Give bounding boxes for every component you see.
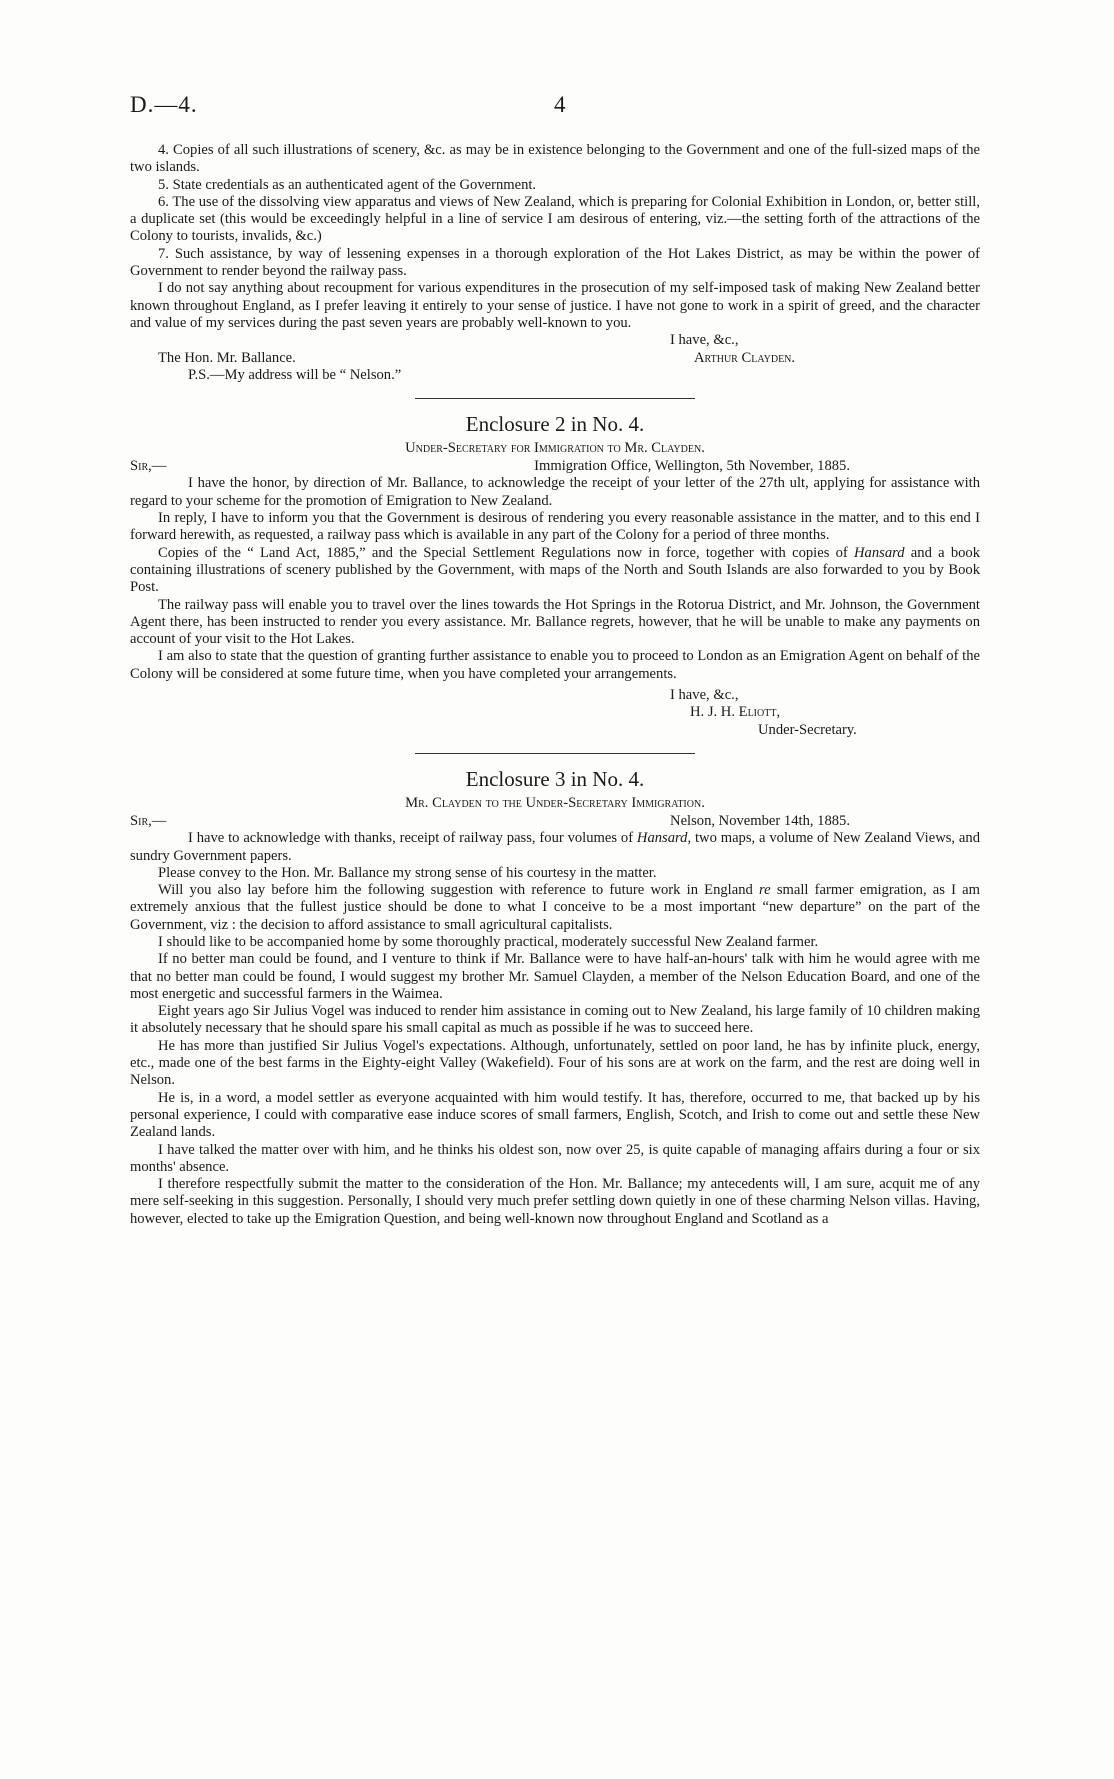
enclosure-2: [130, 411, 980, 739]
signature: H. J. H. Eliott,: [690, 704, 781, 721]
paragraph: I have talked the matter over with him, and he thinks his oldest son, now over 25, is quite capable of managing affairs during a four or six months' absence.: [130, 1141, 980, 1175]
paragraph: I therefore respectfully submit the matter to the consideration of the Hon. Mr. Ballance; my antecedents will, I am sure, acquit me of any mere self-seeking in this suggestion. Personally, I should very much prefer settling down quietly in one of these charming Nelson villas. Having, however, elected to take up the Emigration Question, and being well-known now throughout England and Scotland as a: [130, 1176, 980, 1227]
enclosure-subtitle: Under-Secretary for Immigration to Mr. Clayden.: [405, 440, 705, 457]
paragraph: [130, 882, 980, 934]
paragraph: He is, in a word, a model settler as everyone acquainted with him would testify. It has, therefore, occurred to me, that backed up by his personal experience, I could with comparative ease induce scores of small farmers, English, Scotch, and Irish to come out and settle these New Zealand lands.: [130, 1089, 980, 1141]
text-run: Will you also lay before him the following suggestion with reference to future work in England: [158, 882, 760, 899]
document-body: [130, 142, 980, 1228]
page-number: 4: [554, 92, 566, 117]
closing: I have, &c.,: [670, 332, 739, 349]
enclosure-3: [130, 766, 980, 1228]
paragraph: I should like to be accompanied home by some thoroughly practical, moderately successful New Zealand farmer.: [158, 933, 819, 950]
paragraph: 5. State credentials as an authenticated agent of the Government.: [158, 176, 537, 193]
text-run: Copies of the “ Land Act, 1885,” and the Special Settlement Regulations now in force, together with copies of: [158, 544, 855, 561]
paragraph: He has more than justified Sir Julius Vogel's expectations. Although, unfortunately, settled on poor land, he has by infinite pluck, energy, etc., made one of the best farms in the Eighty-eight Valley (Wakefield). Four of his sons are at work on the farm, and the rest are doing well in Nelson.: [130, 1037, 980, 1089]
italic-run: Hansard: [854, 544, 905, 561]
letter-continuation: [130, 142, 980, 384]
signature-title: Under-Secretary.: [758, 721, 857, 738]
paragraph: I do not say anything about recoupment for various expenditures in the prosecution of my self-imposed task of making New Zealand better known throughout England, as I prefer leaving it entirely to your sense of justice. I have not gone to work in a spirit of greed, and the character and value of my services during the past seven years are probably well-known to you.: [130, 280, 980, 331]
salutation: Sir,—: [130, 458, 167, 475]
section-divider: [415, 398, 695, 399]
paragraph: [130, 545, 980, 597]
addressee: The Hon. Mr. Ballance.: [158, 349, 296, 366]
enclosure-title: Enclosure 2 in No. 4.: [465, 412, 645, 437]
paragraph: 6. The use of the dissolving view apparatus and views of New Zealand, which is preparing for Colonial Exhibition in London, or, better still, a duplicate set (this would be exceedingly helpful in a line of service I am desirous of entering, viz.—the setting forth of the attractions of the Colony to tourists, invalids, &c.): [130, 193, 980, 245]
document-reference: D.—4.: [130, 92, 198, 117]
paragraph: In reply, I have to inform you that the Government is desirous of rendering you every reasonable assistance in the matter, and to this end I forward herewith, as requested, a railway pass which is available in any part of the Colony for a period of three months.: [130, 510, 980, 544]
paragraph: 4. Copies of all such illustrations of scenery, &c. as may be in existence belonging to the Government and one of the full-sized maps of the two islands.: [130, 142, 980, 176]
enclosure-title: Enclosure 3 in No. 4.: [465, 766, 645, 791]
paragraph: The railway pass will enable you to travel over the lines towards the Hot Springs in the Rotorua District, and Mr. Johnson, the Government Agent there, has been instructed to render you every assistance. Mr. Ballance regrets, however, that he will be unable to make any payments on account of your visit to the Hot Lakes.: [130, 596, 980, 648]
salutation-row: [130, 458, 980, 475]
dateline: Nelson, November 14th, 1885.: [670, 812, 850, 829]
section-divider: [415, 753, 695, 754]
signature: Arthur Clayden.: [694, 349, 796, 366]
page-header: [130, 92, 984, 124]
salutation-row: [130, 813, 980, 830]
paragraph: Please convey to the Hon. Mr. Ballance my strong sense of his courtesy in the matter.: [158, 864, 657, 881]
salutation: Sir,—: [130, 812, 167, 829]
enclosure-subtitle: Mr. Clayden to the Under-Secretary Immigration.: [405, 794, 705, 811]
text-run: and a book containing illustrations of scenery published by the Government, with maps of the North and South Islands are also forwarded to you by Book Post.: [130, 544, 981, 596]
italic-run: Hansard: [636, 830, 688, 847]
closing: I have, &c.,: [670, 687, 739, 704]
text-run: I have to acknowledge with thanks, receipt of railway pass, four volumes of: [188, 830, 637, 847]
paragraph: I am also to state that the question of granting further assistance to enable you to proceed to London as an Emigration Agent on behalf of the Colony will be considered at some future time, when you have completed your arrangements.: [130, 648, 980, 682]
paragraph: 7. Such assistance, by way of lessening expenses in a thorough exploration of the Hot Lakes District, as may be within the power of Government to render beyond the railway pass.: [130, 245, 980, 280]
text-run: small farmer emigration, as I am extremely anxious that the fullest justice should be done to what I conceive to be a most important “new departure” on the part of the Government, viz : the decision to afford assistance to small agricultural capitalists.: [130, 882, 981, 933]
paragraph: Eight years ago Sir Julius Vogel was induced to render him assistance in coming out to New Zealand, his large family of 10 children making it absolutely necessary that he should spare his small capital as much as possible if he was to succeed here.: [130, 1003, 980, 1037]
paragraph: [130, 830, 980, 865]
text-run: , two maps, a volume of New Zealand Views, and sundry Government papers.: [130, 830, 981, 864]
addressee-signature-row: [130, 350, 980, 367]
dateline: Immigration Office, Wellington, 5th November, 1885.: [534, 458, 850, 475]
postscript: P.S.—My address will be “ Nelson.”: [188, 366, 402, 383]
italic-run: re: [759, 882, 771, 899]
paragraph: I have the honor, by direction of Mr. Ballance, to acknowledge the receipt of your letter of the 27th ult, applying for assistance with regard to your scheme for the promotion of Emigration to New Zealand.: [130, 475, 980, 509]
paragraph: If no better man could be found, and I venture to think if Mr. Ballance were to have half-an-hours' talk with him he would agree with me that no better man could be found, I would suggest my brother Mr. Samuel Clayden, a member of the Nelson Education Board, and one of the most energetic and successful farmers in the Waimea.: [130, 951, 980, 1002]
